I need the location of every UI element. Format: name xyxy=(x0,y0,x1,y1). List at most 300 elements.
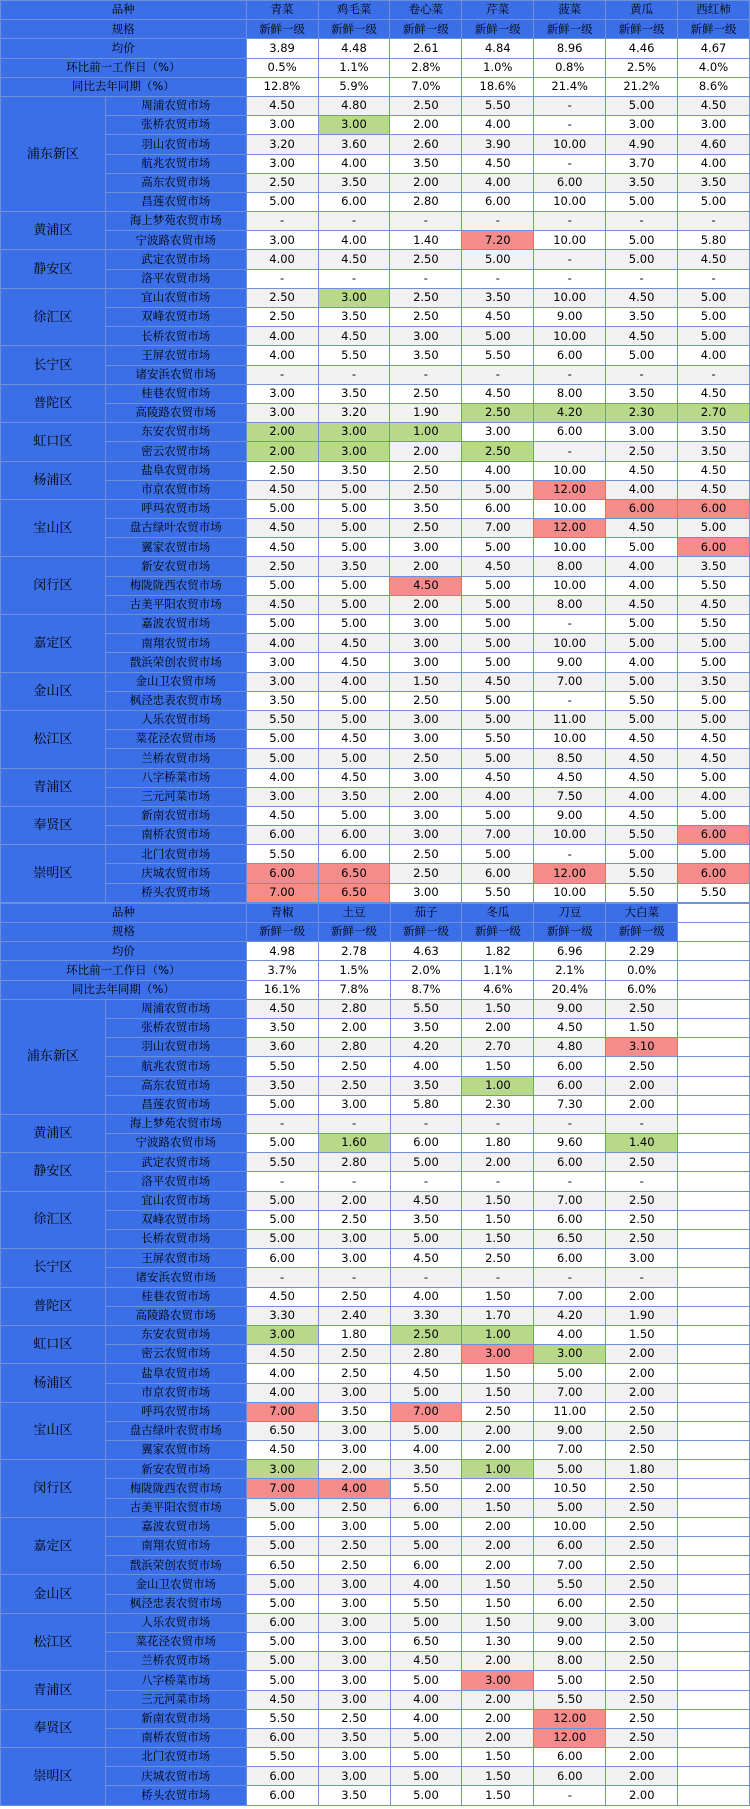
product-name-cell: 土豆 xyxy=(318,903,390,922)
empty-cell xyxy=(678,1345,750,1364)
market-name-cell: 诸安浜农贸市场 xyxy=(105,1268,246,1287)
product-name-cell: 西红柿 xyxy=(678,1,750,20)
price-cell: 1.50 xyxy=(462,1287,534,1306)
empty-cell xyxy=(678,1095,750,1114)
price-cell: 4.50 xyxy=(534,768,606,787)
market-row xyxy=(1,1018,750,1037)
price-cell: 7.30 xyxy=(534,1095,606,1114)
empty-cell xyxy=(678,1786,750,1805)
price-cell: 12.00 xyxy=(534,1709,606,1728)
price-cell: 5.50 xyxy=(390,1594,462,1613)
price-cell: 3.60 xyxy=(318,135,390,154)
price-cell: 5.50 xyxy=(462,346,534,365)
market-row xyxy=(1,1632,750,1651)
market-name-cell: 南翔农贸市场 xyxy=(105,1537,246,1556)
market-row xyxy=(1,288,750,307)
price-cell: 11.00 xyxy=(534,710,606,729)
price-cell: 1.60 xyxy=(318,1134,390,1153)
price-cell: 6.00 xyxy=(534,1767,606,1786)
price-cell: 10.00 xyxy=(534,1517,606,1536)
price-cell: 1.50 xyxy=(462,1230,534,1249)
price-cell: 4.50 xyxy=(462,308,534,327)
price-cell: 6.00 xyxy=(462,864,534,883)
price-cell: 4.00 xyxy=(390,1690,462,1709)
price-cell: 5.00 xyxy=(678,845,750,864)
price-cell: 4.00 xyxy=(390,1057,462,1076)
price-cell: 5.00 xyxy=(390,1230,462,1249)
price-cell: 7.00 xyxy=(534,1441,606,1460)
spec-label-cell: 新鲜一级 xyxy=(534,923,606,942)
avg-price-cell: 3.89 xyxy=(246,39,318,58)
mom-change-cell: 1.1% xyxy=(318,58,390,77)
spec-label-cell: 新鲜一级 xyxy=(606,923,678,942)
price-cell: 2.00 xyxy=(390,557,462,576)
market-row xyxy=(1,538,750,557)
price-cell: 5.50 xyxy=(246,1153,318,1172)
district-cell: 静安区 xyxy=(1,1153,106,1191)
yoy-change-cell: 20.4% xyxy=(534,980,606,999)
price-cell: 4.50 xyxy=(318,327,390,346)
empty-cell xyxy=(678,1594,750,1613)
price-cell: 1.80 xyxy=(606,1460,678,1479)
market-row xyxy=(1,173,750,192)
price-cell: 5.00 xyxy=(462,710,534,729)
market-name-cell: 古美平阳农贸市场 xyxy=(105,595,246,614)
price-cell: 2.50 xyxy=(606,1191,678,1210)
price-cell: 3.00 xyxy=(318,423,390,442)
price-cell: 3.50 xyxy=(246,1076,318,1095)
market-name-cell: 人乐农贸市场 xyxy=(105,1613,246,1632)
price-cell: 2.00 xyxy=(462,1728,534,1747)
empty-cell xyxy=(678,1767,750,1786)
price-cell: 5.00 xyxy=(318,691,390,710)
price-cell: 4.60 xyxy=(678,135,750,154)
price-cell: 2.50 xyxy=(318,1345,390,1364)
market-name-cell: 宜山农贸市场 xyxy=(105,288,246,307)
price-cell: - xyxy=(462,365,534,384)
price-cell: 5.00 xyxy=(246,192,318,211)
market-name-cell: 兰桥农贸市场 xyxy=(105,749,246,768)
price-cell: 2.50 xyxy=(462,442,534,461)
price-cell: 3.50 xyxy=(390,499,462,518)
price-cell: 6.00 xyxy=(246,1767,318,1786)
empty-cell xyxy=(678,1268,750,1287)
price-cell: 2.50 xyxy=(318,1076,390,1095)
market-row xyxy=(1,250,750,269)
market-row xyxy=(1,1153,750,1172)
avg-price-cell: 6.96 xyxy=(534,942,606,961)
price-cell: 2.50 xyxy=(606,1556,678,1575)
row-label-avg: 均价 xyxy=(1,942,247,961)
price-cell: 4.50 xyxy=(462,768,534,787)
market-row xyxy=(1,442,750,461)
price-cell: 3.50 xyxy=(678,173,750,192)
price-cell: 1.00 xyxy=(462,1076,534,1095)
price-cell: 5.00 xyxy=(462,691,534,710)
price-cell: 5.00 xyxy=(246,1517,318,1536)
price-cell: 2.70 xyxy=(462,1038,534,1057)
price-cell: - xyxy=(534,845,606,864)
price-cell: 3.50 xyxy=(318,1728,390,1747)
price-cell: 4.00 xyxy=(246,327,318,346)
price-cell: 5.00 xyxy=(318,499,390,518)
price-cell: 5.50 xyxy=(534,1575,606,1594)
district-cell: 杨浦区 xyxy=(1,461,106,499)
price-cell: 2.00 xyxy=(606,1786,678,1805)
price-cell: - xyxy=(534,1268,606,1287)
market-name-cell: 桂巷农贸市场 xyxy=(105,1287,246,1306)
price-cell: 3.70 xyxy=(606,154,678,173)
price-cell: 12.00 xyxy=(534,1728,606,1747)
price-cell: 1.00 xyxy=(462,1460,534,1479)
price-cell: 5.00 xyxy=(534,1498,606,1517)
market-row xyxy=(1,1038,750,1057)
district-cell: 黄浦区 xyxy=(1,1114,106,1152)
price-cell: 3.00 xyxy=(606,423,678,442)
price-cell: 3.50 xyxy=(678,557,750,576)
price-cell: 6.00 xyxy=(534,1594,606,1613)
market-name-cell: 翼家农贸市场 xyxy=(105,538,246,557)
price-cell: - xyxy=(678,365,750,384)
price-cell: 7.00 xyxy=(390,1402,462,1421)
price-cell: - xyxy=(246,1172,318,1191)
price-cell: - xyxy=(606,365,678,384)
price-cell: 4.50 xyxy=(390,1249,462,1268)
price-cell: 1.50 xyxy=(462,1057,534,1076)
price-cell: 5.00 xyxy=(462,749,534,768)
market-name-cell: 周浦农贸市场 xyxy=(105,999,246,1018)
price-cell: 2.00 xyxy=(606,1364,678,1383)
empty-cell xyxy=(678,1441,750,1460)
market-row xyxy=(1,1728,750,1747)
market-row xyxy=(1,1249,750,1268)
price-cell: 2.50 xyxy=(318,1210,390,1229)
price-cell: 5.00 xyxy=(606,346,678,365)
price-cell: 2.00 xyxy=(462,1517,534,1536)
district-cell: 虹口区 xyxy=(1,423,106,461)
product-name-cell: 冬瓜 xyxy=(462,903,534,922)
empty-cell xyxy=(678,1038,750,1057)
price-cell: - xyxy=(318,1172,390,1191)
price-cell: 4.00 xyxy=(462,461,534,480)
price-cell: 10.00 xyxy=(534,826,606,845)
price-cell: 4.80 xyxy=(534,1038,606,1057)
market-name-cell: 新安农贸市场 xyxy=(105,1460,246,1479)
yoy-change-cell: 18.6% xyxy=(462,77,534,96)
price-cell: - xyxy=(246,1268,318,1287)
empty-cell xyxy=(678,1191,750,1210)
price-cell: 3.50 xyxy=(606,308,678,327)
price-cell: 5.00 xyxy=(462,806,534,825)
price-cell: 4.50 xyxy=(246,538,318,557)
district-cell: 宝山区 xyxy=(1,499,106,557)
row-label-mom: 环比前一工作日（%） xyxy=(1,58,247,77)
price-cell: 2.50 xyxy=(390,691,462,710)
price-cell: 2.50 xyxy=(606,1153,678,1172)
price-cell: 3.00 xyxy=(390,327,462,346)
price-cell: 3.00 xyxy=(318,442,390,461)
price-cell: 2.00 xyxy=(606,1076,678,1095)
market-name-cell: 桂巷农贸市场 xyxy=(105,384,246,403)
price-cell: 2.00 xyxy=(318,1460,390,1479)
price-cell: 2.50 xyxy=(390,845,462,864)
price-cell: 3.00 xyxy=(318,1383,390,1402)
price-cell: - xyxy=(390,1114,462,1133)
market-name-cell: 桥头农贸市场 xyxy=(105,1786,246,1805)
price-cell: 3.50 xyxy=(390,1018,462,1037)
market-name-cell: 呼玛农贸市场 xyxy=(105,1402,246,1421)
price-cell: 4.50 xyxy=(462,557,534,576)
price-cell: 4.00 xyxy=(462,787,534,806)
district-cell: 普陀区 xyxy=(1,1287,106,1325)
price-cell: 2.00 xyxy=(606,1748,678,1767)
header-row-mom xyxy=(1,961,750,980)
price-cell: 2.00 xyxy=(390,787,462,806)
price-cell: 2.50 xyxy=(606,1728,678,1747)
price-cell: - xyxy=(390,269,462,288)
price-cell: 9.00 xyxy=(534,806,606,825)
price-cell: 5.00 xyxy=(462,327,534,346)
price-cell: 5.80 xyxy=(678,231,750,250)
avg-price-cell: 4.48 xyxy=(318,39,390,58)
price-cell: 2.50 xyxy=(390,250,462,269)
price-cell: 1.50 xyxy=(462,1191,534,1210)
price-cell: 3.00 xyxy=(318,1671,390,1690)
price-cell: 4.00 xyxy=(390,1441,462,1460)
price-cell: 5.50 xyxy=(606,826,678,845)
market-name-cell: 市京农贸市场 xyxy=(105,480,246,499)
price-cell: 3.00 xyxy=(246,672,318,691)
price-cell: 1.50 xyxy=(462,1383,534,1402)
market-row xyxy=(1,384,750,403)
price-cell: 5.50 xyxy=(462,883,534,902)
price-cell: 4.50 xyxy=(246,96,318,115)
price-cell: 6.00 xyxy=(678,864,750,883)
row-label-spec: 规格 xyxy=(1,20,247,39)
price-cell: 10.00 xyxy=(534,192,606,211)
price-cell: 4.50 xyxy=(246,1345,318,1364)
price-cell: 4.50 xyxy=(246,1441,318,1460)
price-cell: 4.50 xyxy=(246,806,318,825)
price-cell: 5.00 xyxy=(246,576,318,595)
price-cell: 2.50 xyxy=(246,173,318,192)
market-name-cell: 翼家农贸市场 xyxy=(105,1441,246,1460)
market-row xyxy=(1,1364,750,1383)
price-cell: 5.00 xyxy=(462,615,534,634)
price-cell: 5.50 xyxy=(534,1690,606,1709)
price-cell: 4.00 xyxy=(246,768,318,787)
price-cell: 5.00 xyxy=(390,1383,462,1402)
market-name-cell: 桥头农贸市场 xyxy=(105,883,246,902)
empty-cell xyxy=(678,1210,750,1229)
market-row xyxy=(1,826,750,845)
price-cell: 8.50 xyxy=(534,749,606,768)
market-name-cell: 宁波路农贸市场 xyxy=(105,231,246,250)
market-row xyxy=(1,710,750,729)
market-row xyxy=(1,212,750,231)
price-cell: 4.00 xyxy=(390,1709,462,1728)
market-name-cell: 张桥农贸市场 xyxy=(105,116,246,135)
price-cell: 6.50 xyxy=(318,883,390,902)
market-row xyxy=(1,557,750,576)
price-cell: 1.50 xyxy=(462,1767,534,1786)
market-row xyxy=(1,1383,750,1402)
price-cell: 4.50 xyxy=(318,653,390,672)
product-name-cell: 卷心菜 xyxy=(390,1,462,20)
price-cell: 10.00 xyxy=(534,288,606,307)
price-cell: 2.00 xyxy=(606,1095,678,1114)
price-cell: - xyxy=(534,1786,606,1805)
price-cell: 1.50 xyxy=(462,1575,534,1594)
price-cell: 3.00 xyxy=(318,1230,390,1249)
price-cell: - xyxy=(606,1172,678,1191)
price-cell: 5.50 xyxy=(606,691,678,710)
market-row xyxy=(1,308,750,327)
price-cell: 6.50 xyxy=(246,1556,318,1575)
market-row xyxy=(1,1306,750,1325)
header-row-yoy xyxy=(1,980,750,999)
market-name-cell: 诸安浜农贸市场 xyxy=(105,365,246,384)
market-row xyxy=(1,1325,750,1344)
avg-price-cell: 4.98 xyxy=(246,942,318,961)
price-cell: 3.00 xyxy=(318,1632,390,1651)
price-cell: 6.00 xyxy=(390,1498,462,1517)
price-cell: 2.50 xyxy=(606,1479,678,1498)
price-cell: 9.00 xyxy=(534,653,606,672)
market-name-cell: 高东农贸市场 xyxy=(105,1076,246,1095)
price-cell: 2.00 xyxy=(390,595,462,614)
district-cell: 青浦区 xyxy=(1,768,106,806)
price-cell: 2.50 xyxy=(606,442,678,461)
price-cell: 4.00 xyxy=(678,787,750,806)
price-cell: 4.00 xyxy=(678,346,750,365)
price-cell: 5.00 xyxy=(678,691,750,710)
price-cell: 5.00 xyxy=(606,250,678,269)
district-cell: 崇明区 xyxy=(1,845,106,903)
price-cell: 4.00 xyxy=(606,557,678,576)
price-cell: 2.00 xyxy=(462,1537,534,1556)
market-name-cell: 庆城农贸市场 xyxy=(105,1767,246,1786)
market-row xyxy=(1,806,750,825)
market-row xyxy=(1,1268,750,1287)
price-cell: 3.50 xyxy=(678,442,750,461)
price-cell: 6.50 xyxy=(246,1421,318,1440)
price-cell: 5.00 xyxy=(678,192,750,211)
price-cell: 1.40 xyxy=(606,1134,678,1153)
market-row xyxy=(1,461,750,480)
price-cell: 1.50 xyxy=(462,1613,534,1632)
price-cell: 5.50 xyxy=(678,576,750,595)
price-cell: 5.00 xyxy=(318,576,390,595)
price-cell: 6.00 xyxy=(678,538,750,557)
price-cell: 5.50 xyxy=(462,730,534,749)
price-cell: 3.00 xyxy=(390,806,462,825)
district-cell: 普陀区 xyxy=(1,384,106,422)
price-cell: 2.80 xyxy=(318,999,390,1018)
market-row xyxy=(1,269,750,288)
price-cell: 3.00 xyxy=(246,231,318,250)
mom-change-cell: 2.5% xyxy=(606,58,678,77)
price-cell: 12.00 xyxy=(534,864,606,883)
price-cell: 1.90 xyxy=(606,1306,678,1325)
price-cell: 2.50 xyxy=(606,1517,678,1536)
price-cell: 2.50 xyxy=(318,1556,390,1575)
market-name-cell: 双峰农贸市场 xyxy=(105,308,246,327)
price-cell: 4.20 xyxy=(390,1038,462,1057)
price-cell: - xyxy=(534,1172,606,1191)
price-cell: 1.00 xyxy=(462,1325,534,1344)
price-cell: 7.00 xyxy=(534,672,606,691)
price-cell: 5.00 xyxy=(318,538,390,557)
price-cell: 3.50 xyxy=(390,154,462,173)
market-row xyxy=(1,1709,750,1728)
empty-cell xyxy=(678,1153,750,1172)
price-cell: 4.00 xyxy=(606,787,678,806)
price-cell: 4.50 xyxy=(606,327,678,346)
price-cell: 3.00 xyxy=(318,1421,390,1440)
empty-cell xyxy=(678,1134,750,1153)
price-cell: 3.00 xyxy=(318,116,390,135)
price-cell: 6.50 xyxy=(534,1230,606,1249)
price-cell: 1.30 xyxy=(462,1632,534,1651)
price-cell: 2.00 xyxy=(606,1345,678,1364)
product-name-cell: 茄子 xyxy=(390,903,462,922)
price-cell: 2.00 xyxy=(318,1191,390,1210)
market-name-cell: 宜山农贸市场 xyxy=(105,1191,246,1210)
market-row xyxy=(1,346,750,365)
mom-change-cell: 0.8% xyxy=(534,58,606,77)
price-cell: 6.00 xyxy=(534,1249,606,1268)
empty-cell xyxy=(678,999,750,1018)
price-cell: 3.50 xyxy=(606,384,678,403)
price-cell: 3.50 xyxy=(390,1210,462,1229)
price-cell: - xyxy=(462,212,534,231)
price-cell: 5.00 xyxy=(606,192,678,211)
price-cell: 2.50 xyxy=(318,1057,390,1076)
price-cell: 2.50 xyxy=(246,461,318,480)
price-cell: 2.30 xyxy=(606,403,678,422)
market-name-cell: 古美平阳农贸市场 xyxy=(105,1498,246,1517)
price-cell: - xyxy=(534,96,606,115)
product-name-cell: 芹菜 xyxy=(462,1,534,20)
district-cell: 虹口区 xyxy=(1,1325,106,1363)
price-cell: 2.40 xyxy=(318,1306,390,1325)
price-cell: 2.50 xyxy=(318,1287,390,1306)
price-cell: 3.50 xyxy=(318,787,390,806)
price-cell: 9.00 xyxy=(534,1613,606,1632)
market-row xyxy=(1,1690,750,1709)
market-row xyxy=(1,1421,750,1440)
price-cell: 4.50 xyxy=(678,595,750,614)
price-cell: 5.00 xyxy=(246,1537,318,1556)
price-cell: 5.00 xyxy=(246,1230,318,1249)
price-cell: 5.50 xyxy=(246,1748,318,1767)
price-cell: 8.00 xyxy=(534,557,606,576)
empty-cell xyxy=(678,1383,750,1402)
price-cell: 2.50 xyxy=(462,1402,534,1421)
price-cell: 10.00 xyxy=(534,231,606,250)
yoy-change-cell: 4.6% xyxy=(462,980,534,999)
price-cell: 2.70 xyxy=(678,403,750,422)
price-cell: 3.00 xyxy=(678,116,750,135)
market-row xyxy=(1,1498,750,1517)
price-cell: 4.50 xyxy=(462,672,534,691)
price-cell: 5.00 xyxy=(318,615,390,634)
price-cell: 2.50 xyxy=(390,288,462,307)
market-row xyxy=(1,672,750,691)
mom-change-cell: 3.7% xyxy=(246,961,318,980)
market-name-cell: 航兆农贸市场 xyxy=(105,1057,246,1076)
